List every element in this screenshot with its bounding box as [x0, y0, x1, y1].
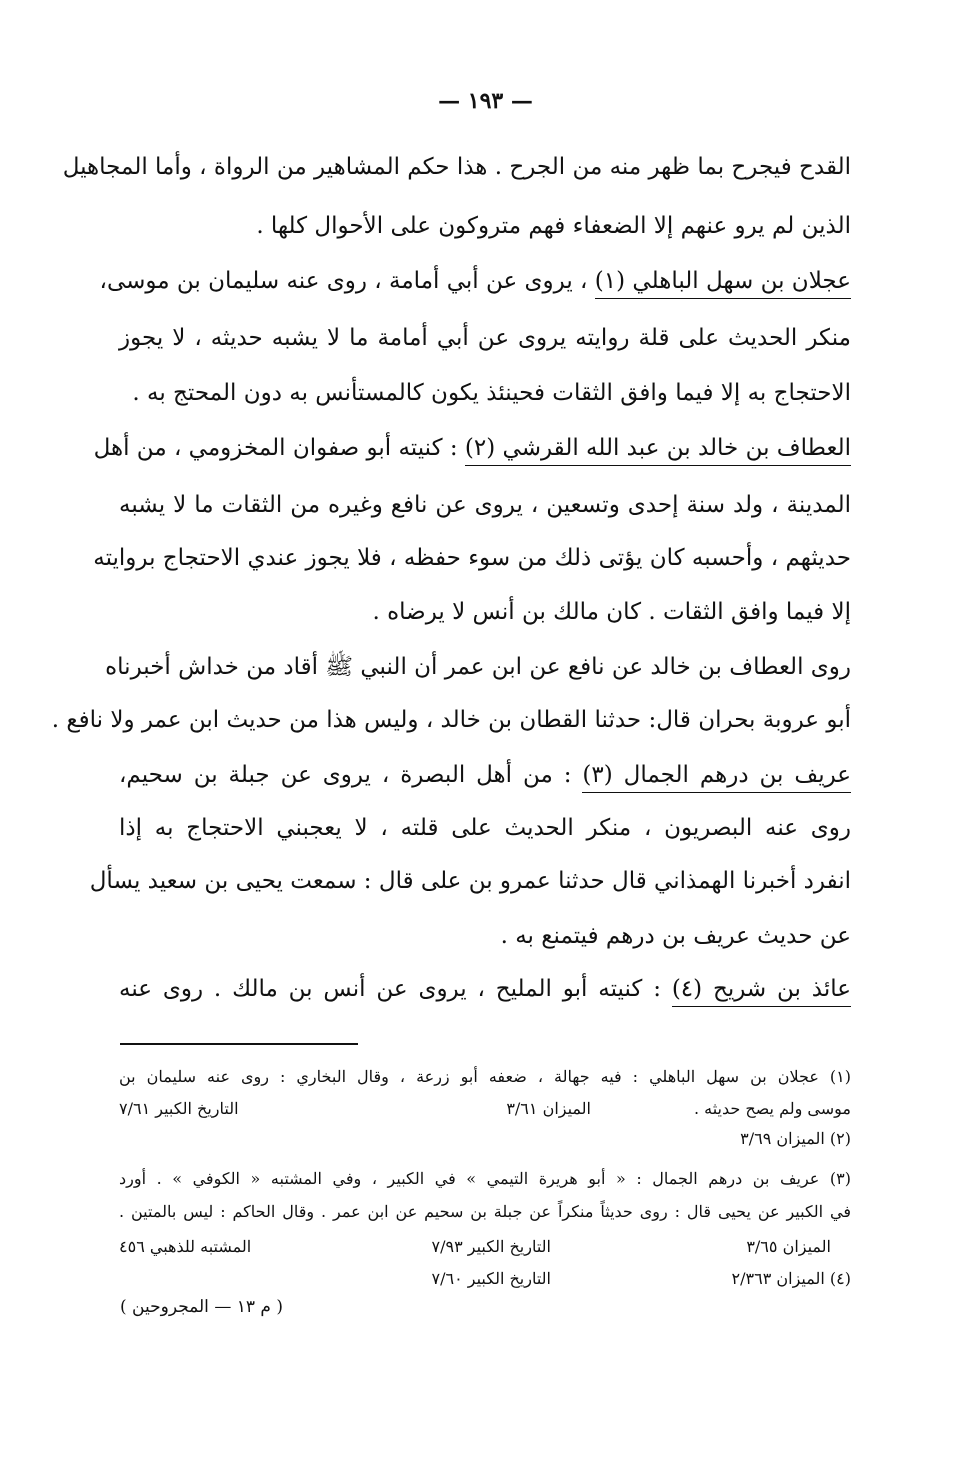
text-line: روى العطاف بن خالد عن نافع عن ابن عمر أن النبي ﷺ أقاد من خداش أخبرناه [105, 654, 851, 680]
signature-mark: ( م ١٣ — المجروحين ) [120, 1297, 283, 1317]
text-line: عن حديث عريف بن درهم فيتمنع به . [500, 923, 851, 949]
text-line: منكر الحديث على قلة روايته يروى عن أبي أمامة ما لا يشبه حديثه ، لا يجوز [119, 325, 851, 351]
entry-text: : كنيته أبو المليح ، يروى عن أنس بن مالك . روى عنه [119, 976, 661, 1002]
entry-urayf [119, 760, 851, 790]
footnote-separator [120, 1043, 358, 1045]
page-number: — ١٩٣ — [438, 88, 533, 114]
entry-heading-attaf: العطاف بن خالد بن عبد الله القرشي (٢) [465, 435, 851, 466]
text-line: حديثهم ، وأحسبه كان يؤتى ذلك من سوء حفظه ، فلا يجوز عندي الاحتجاج بروايته [93, 545, 851, 571]
footnote-3-cont: في الكبير عن يحيى قال : روى حديثاً منكراً عن جبلة بن سحيم عن ابن عمر . وقال الحاكم : ليس بالمتين . [119, 1202, 851, 1221]
entry-text: : من أهل البصرة ، يروى عن جبلة بن سحيم، [119, 762, 572, 788]
entry-heading-ajlan: عجلان بن سهل الباهلي (١) [595, 268, 851, 299]
text-line: الاحتجاج به إلا فيما وافق الثقات فحينئذ يكون كالمستأنس به دون المحتج به . [132, 380, 851, 406]
entry-heading-urayf: عريف بن درهم الجمال (٣) [582, 762, 851, 793]
footnote-2: (٢) الميزان ٣/٦٩ [740, 1129, 851, 1148]
entry-aidh [119, 974, 851, 1004]
text-line: الذين لم يرو عنهم إلا الضعفاء فهم متروكون على الأحوال كلها . [256, 213, 851, 239]
text-line: انفرد أخبرنا الهمذاني قال حدثنا عمرو بن على قال : سمعت يحيى بن سعيد يسأل [89, 868, 851, 894]
entry-text: ، يروى عن أبي أمامة ، روى عنه سليمان بن موسى، [99, 268, 588, 294]
entry-ajlan [99, 266, 851, 296]
entry-heading-aidh: عائذ بن شريح (٤) [672, 976, 851, 1007]
text-line: القدح فيجرح بما ظهر منه من الجرح . هذا حكم المشاهير من الرواة ، وأما المجاهيل [62, 154, 851, 180]
footnote-1: (١) عجلان بن سهل الباهلي : فيه جهالة ، ضعفه أبو زرعة ، وقال البخاري : روى عنه سليمان بن [119, 1067, 851, 1086]
text-line: أبو عروبة بحران قال: حدثنا القطان بن خالد ، وليس هذا من حديث ابن عمر ولا نافع . [51, 707, 851, 733]
text-line: إلا فيما وافق الثقات . كان مالك بن أنس لا يرضاه . [372, 599, 851, 625]
text-line: روى عنه البصريون ، منكر الحديث على قلته ، لا يعجبني الاحتجاج به إذا [119, 815, 851, 841]
entry-attaf [93, 433, 851, 463]
book-page: — ١٩٣ — القدح فيجرح بما ظهر منه من الجرح . هذا حكم المشاهير من الرواة ، وأما المجاهيل الذين لم يرو عنهم إلا الضعفاء فهم متروكون على الأحوال كلها . عجلان بن سهل الباهلي (١) ، يروى عن أبي أمامة ، روى عنه سليمان بن موسى، منكر الحديث على قلة روايته يروى عن أبي أمامة ما لا يشبه حديثه ، لا يجوز الاحتجاج به إلا فيما وافق الثقات فحينئذ يكون كالمستأنس به دون المحتج به . العطاف بن خالد بن عبد الله القرشي (٢) : كنيته أبو صفوان المخزومي ، من أهل المدينة ، ولد سنة إحدى وتسعين ، يروى عن نافع وغيره من الثقات ما لا يشبه حديثهم ، وأحسبه كان يؤتى ذلك من سوء حفظه ، فلا يجوز عندي الاحتجاج بروايته إلا فيما وافق الثقات . كان مالك بن أنس لا يرضاه . روى العطاف بن خالد عن نافع عن ابن عمر أن النبي ﷺ أقاد من خداش أخبرناه أبو عروبة بحران قال: حدثنا القطان بن خالد ، وليس هذا من حديث ابن عمر ولا نافع . عريف بن درهم الجمال (٣) : من أهل البصرة ، يروى عن جبلة بن سحيم، روى عنه البصريون ، منكر الحديث على قلته ، لا يعجبني الاحتجاج به إذا انفرد أخبرنا الهمذاني قال حدثنا عمرو بن على قال : سمعت يحيى بن سعيد يسأل عن حديث عريف بن درهم فيتمنع به . عائذ بن شريح (٤) : كنيته أبو المليح ، يروى عن أنس بن مالك . روى عنه (١) عجلان بن سهل الباهلي : فيه جهالة ، ضعفه أبو زرعة ، وقال البخاري : روى عنه سليمان بن موسى ولم يصح حديثه . الميزان ٣/٦١ التاريخ الكبير ٧/٦١ (٢) الميزان ٣/٦٩ (٣) عريف بن درهم الجمال : « أبو هريرة التيمي » في الكبير ، وفي المشتبه « الكوفي » . أورد في الكبير عن يحيى قال : روى حديثاً منكراً عن جبلة بن سحيم عن ابن عمر . وقال الحاكم : ليس بالمتين . الميزان ٣/٦٥ التاريخ الكبير ٧/٩٣ المشتبه للذهبي ٤٥٦ (٤) الميزان ٢/٣٦٣ التاريخ الكبير ٧/٦٠ ( م ١٣ — المجروحين ) [0, 0, 971, 1481]
entry-text: : كنيته أبو صفوان المخزومي ، من أهل [93, 435, 458, 461]
text-line: المدينة ، ولد سنة إحدى وتسعين ، يروى عن نافع وغيره من الثقات ما لا يشبه [119, 492, 851, 518]
footnote-3: (٣) عريف بن درهم الجمال : « أبو هريرة التيمي » في الكبير ، وفي المشتبه « الكوفي » . أورد [119, 1169, 851, 1188]
